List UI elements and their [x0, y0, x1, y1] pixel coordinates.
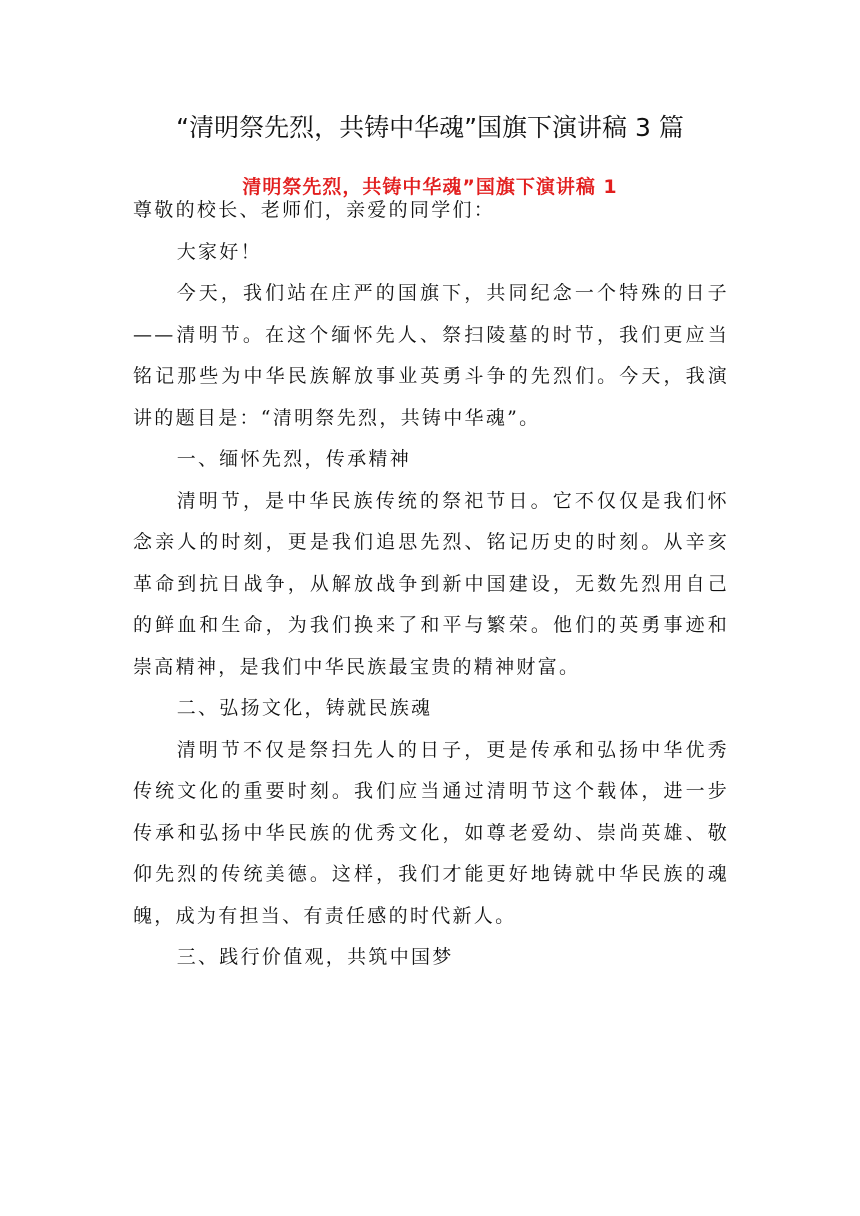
section-heading-3: 三、践行价值观，共筑中国梦: [176, 946, 454, 968]
intro-paragraph: 今天，我们站在庄严的国旗下，共同纪念一个特殊的日子——清明节。在这个缅怀先人、祭扫陵墓的时节，我们更应当铭记那些为中华民族解放事业英勇斗争的先烈们。今天，我演讲的题目是：“清明祭先烈，共铸中华魂”。: [133, 282, 729, 429]
greeting-paragraph: 大家好！: [176, 240, 262, 263]
section-heading-1: 一、缅怀先烈，传承精神: [176, 448, 411, 470]
section-heading-2: 二、弘扬文化，铸就民族魂: [176, 697, 433, 719]
speech-subtitle: 清明祭先烈，共铸中华魂”国旗下演讲稿 1: [242, 176, 618, 198]
salutation-paragraph: 尊敬的校长、老师们，亲爱的同学们：: [133, 199, 496, 221]
section-1-paragraph: 清明节，是中华民族传统的祭祀节日。它不仅仅是我们怀念亲人的时刻，更是我们追思先烈、铭记历史的时刻。从辛亥革命到抗日战争，从解放战争到新中国建设，无数先烈用自己的鲜血和生命，为我们换来了和平与繁荣。他们的英勇事迹和崇高精神，是我们中华民族最宝贵的精神财富。: [133, 489, 729, 678]
document-title: “清明祭先烈，共铸中华魂”国旗下演讲稿 3 篇: [176, 113, 684, 142]
document-body: [133, 190, 729, 979]
section-2-paragraph: 清明节不仅是祭扫先人的日子，更是传承和弘扬中华优秀传统文化的重要时刻。我们应当通过清明节这个载体，进一步传承和弘扬中华民族的优秀文化，如尊老爱幼、崇尚英雄、敬仰先烈的传统美德。这样，我们才能更好地铸就中华民族的魂魄，成为有担当、有责任感的时代新人。: [133, 738, 729, 927]
